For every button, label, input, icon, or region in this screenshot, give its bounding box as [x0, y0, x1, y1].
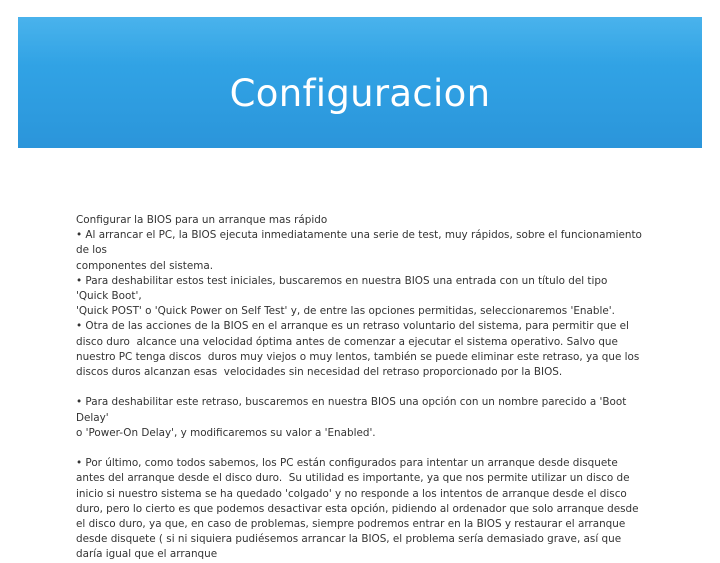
title-banner	[18, 17, 702, 148]
bullet-boot-delay-setting: • Para deshabilitar este retraso, buscaremos en nuestra BIOS una opción con un nombre parecido a 'Boot Delay' o 'Power-On Delay', y modificaremos su valor a 'Enabled'.	[76, 396, 627, 439]
paragraph-gap	[76, 380, 642, 395]
bullet-quick-boot: • Para deshabilitar estos test iniciales, buscaremos en nuestra BIOS una entrada con un título del tipo 'Quick Boot', 'Quick POST' o 'Quick Power on Self Test' y, de entre las opciones permitidas, seleccionaremos 'Enable'.	[76, 274, 615, 318]
slide-title: Configuracion	[229, 72, 491, 115]
body-heading: Configurar la BIOS para un arranque mas rápido	[76, 214, 328, 226]
bullet-floppy-boot: • Por último, como todos sabemos, los PC están configurados para intentar un arranque desde disquete antes del arranque desde el disco duro. Su utilidad es importante, ya que nos permite utilizar un disco de inicio si nuestro sistema se ha quedado 'colgado' y no responde a los intentos de arranque desde el disco duro, pero lo cierto es que podemos desactivar esta opción, pidiendo al ordenador que solo arranque desde el disco duro, ya que, en caso de problemas, siempre podremos entrar en la BIOS y restaurar el arranque desde disquete ( si ni siquiera pudiésemos arrancar la BIOS, el problema sería demasiado grave, así que daría igual que el arranque	[76, 457, 642, 561]
slide-body	[76, 213, 642, 563]
paragraph-gap	[76, 441, 642, 456]
title-banner-highlight	[18, 17, 702, 65]
bullet-boot-delay-reason: • Otra de las acciones de la BIOS en el arranque es un retraso voluntario del sistema, para permitir que el disco duro alcance una velocidad óptima antes de comenzar a ejecutar el sistema operativo. Salvo que nuestro PC tenga discos duros muy viejos o muy lentos, también se puede eliminar este retraso, ya que los discos duros alcanzan esas velocidades sin necesidad del retraso proporcionado por la BIOS.	[76, 320, 643, 379]
bullet-bios-tests: • Al arrancar el PC, la BIOS ejecuta inmediatamente una serie de test, muy rápidos, sobre el funcionamiento de los componentes del sistema.	[76, 229, 642, 272]
